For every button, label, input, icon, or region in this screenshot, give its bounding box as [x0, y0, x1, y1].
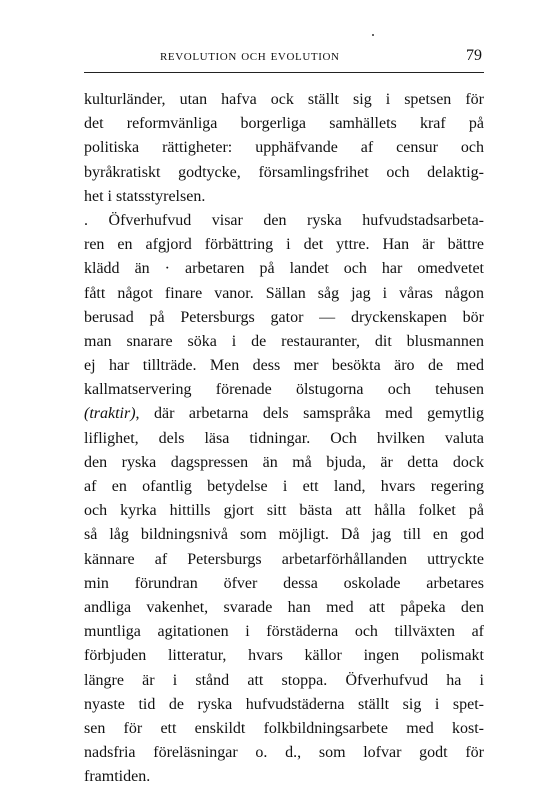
text-line-with-italic: (traktir), där arbetarna dels samspråka med gemytlig — [84, 405, 484, 423]
text-line: den ryska dagspressen än må bjuda, är detta dock — [84, 453, 484, 471]
text-line: andliga vakenhet, svarade han med att påpeka den — [84, 598, 484, 616]
italic-term: (traktir) — [84, 405, 136, 423]
text-line: politiska rättigheter: upphäfvande af censur och — [84, 139, 484, 157]
text-line: byråkratiskt godtycke, församlingsfrihet och delaktig- — [84, 163, 484, 181]
text-line: man snarare söka i de restauranter, dit blusmannen — [84, 332, 484, 350]
text-line: framtiden. — [84, 768, 151, 786]
text-line: berusad på Petersburgs gator — dryckenskapen bör — [84, 308, 484, 326]
text-line: liflighet, dels läsa tidningar. Och hvilken valuta — [84, 429, 484, 447]
body-text — [84, 88, 484, 789]
text-line: ej har tillträde. Men dess mer besökta äro de med — [84, 357, 484, 375]
text-line: af en ofantlig betydelse i ett land, hvars regering — [84, 478, 484, 495]
text-line: nyaste tid de ryska hufvudstäderna ställt sig i spet- — [84, 695, 484, 713]
text-line: ren en afgjord förbättring i det yttre. Han är bättre — [84, 236, 484, 254]
text-line: kännare af Petersburgs arbetarförhållanden uttryckte — [84, 550, 484, 568]
text-line: det reformvänliga borgerliga samhällets kraf på — [84, 115, 484, 133]
text-line: klädd än · arbetaren på landet och har omedvetet — [84, 260, 484, 278]
text-line: fått något finare vanor. Sällan såg jag i våras någon — [84, 284, 484, 302]
text-line: förbjuden litteratur, hvars källor ingen polismakt — [84, 647, 484, 665]
text-line: och kyrka hittills gjort sitt bästa att hålla folket på — [84, 502, 484, 520]
text-line: kallmatservering förenade ölstugorna och tehusen — [84, 381, 484, 399]
page-header — [84, 48, 484, 68]
running-head: REVOLUTION OCH EVOLUTION — [160, 51, 340, 63]
text-line: min förundran öfver dessa oskolade arbetares — [84, 574, 484, 592]
page-number: 79 — [466, 47, 482, 64]
text-line: kulturländer, utan hafva ock ställt sig i spetsen för — [84, 91, 484, 108]
text-line: het i statsstyrelsen. — [84, 187, 206, 205]
text-line: . Öfverhufvud visar den ryska hufvudstadsarbeta- — [84, 211, 484, 229]
text-line: längre är i stånd att stoppa. Öfverhufvud ha i — [84, 671, 484, 689]
text-line: sen för ett enskildt folkbildningsarbete med kost- — [84, 719, 484, 737]
header-rule — [84, 72, 484, 73]
text-line: så låg bildningsnivå som möjligt. Då jag till en god — [84, 526, 484, 544]
print-speck — [372, 34, 374, 36]
text-line: muntliga agitationen i förstäderna och tillväxten af — [84, 623, 484, 641]
text-line: nadsfria föreläsningar o. d., som lofvar godt för — [84, 744, 484, 762]
